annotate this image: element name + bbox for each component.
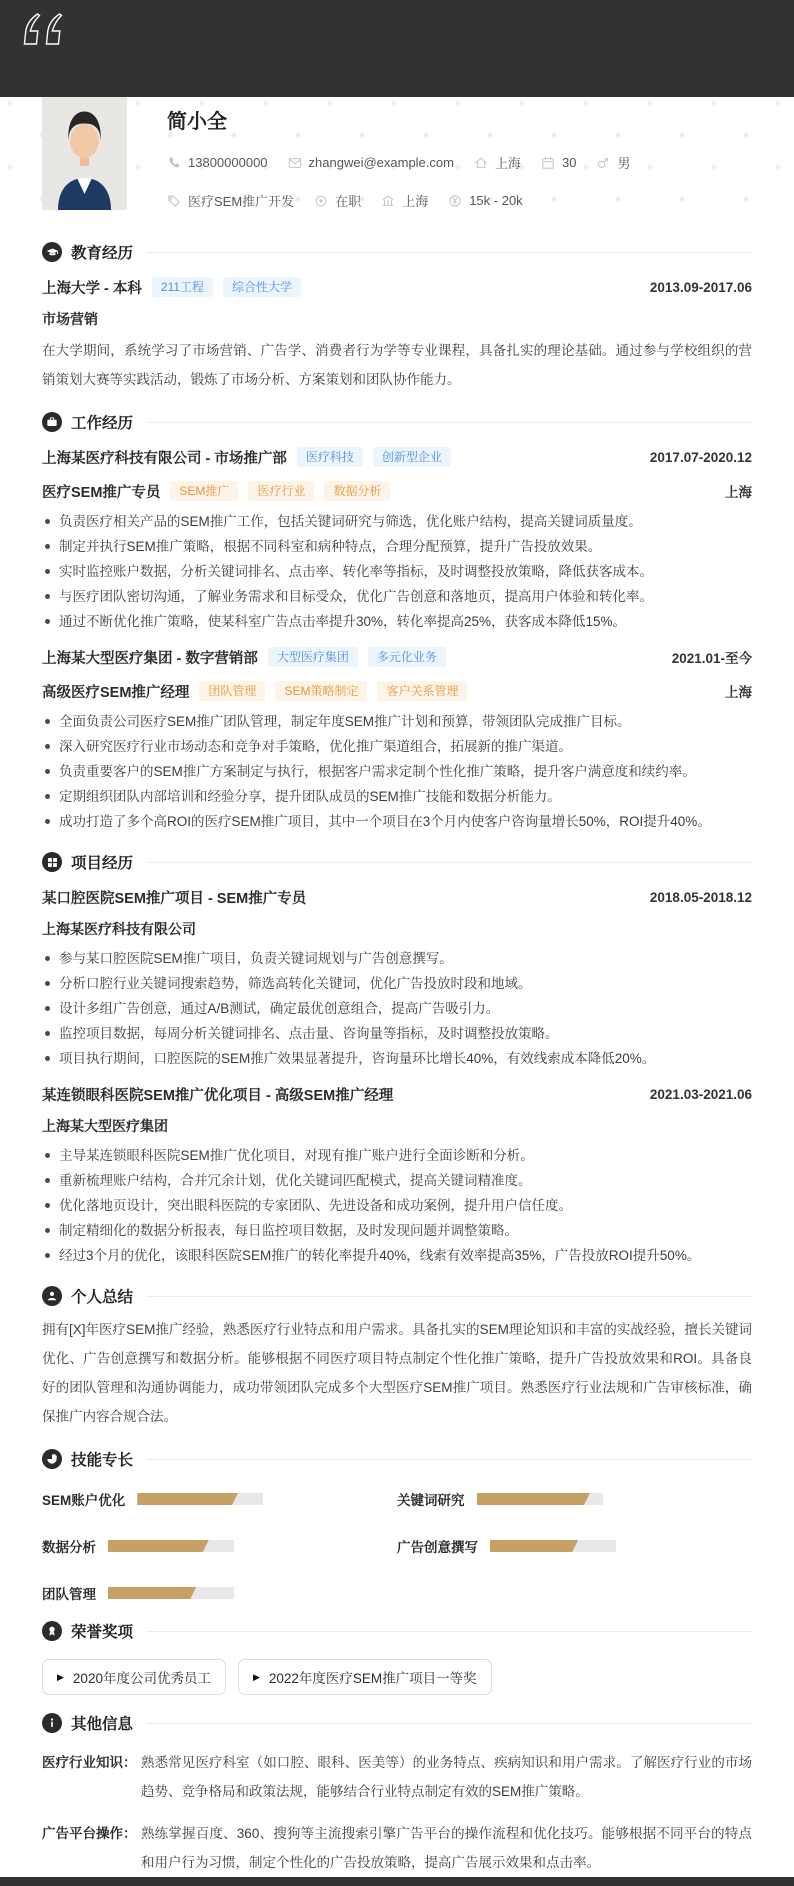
skill-bar-track [490, 1540, 616, 1552]
bullet-item: 重新梳理账户结构，合并冗余计划，优化关键词匹配模式，提高关键词精准度。 [42, 1168, 752, 1193]
bullet-item: 定期组织团队内部培训和经验分享，提升团队成员的SEM推广技能和数据分析能力。 [42, 784, 752, 809]
company-tag: 创新型企业 [373, 447, 451, 467]
skill-bar-track [108, 1540, 234, 1552]
skill-tag: 数据分析 [324, 481, 390, 501]
bullet-item: 项目执行期间，口腔医院的SEM推广效果显著提升，咨询量环比增长40%，有效线索成本降低20%。 [42, 1046, 752, 1071]
bullet-item: 负责医疗相关产品的SEM推广工作，包括关键词研究与筛选，优化账户结构，提高关键词质量度。 [42, 509, 752, 534]
other-info-row [42, 1748, 752, 1806]
section-title: 其他信息 [71, 1716, 134, 1733]
date-range: 2021.01-至今 [671, 651, 752, 666]
other-info-row [42, 1819, 752, 1877]
contact-text: 医疗SEM推广开发 [188, 194, 295, 209]
resume-content [0, 224, 794, 1877]
salary-icon [448, 194, 462, 208]
section-education [42, 240, 752, 394]
other-info-label: 广告平台操作： [42, 1826, 137, 1841]
profile-banner [0, 97, 794, 224]
contact-item [167, 191, 294, 210]
phone-icon [167, 156, 181, 170]
skill-bar-fill [108, 1587, 196, 1599]
section-header-education [42, 240, 752, 264]
bullet-item: 成功打造了多个高ROI的医疗SEM推广项目，其中一个项目在3个月内使客户咨询量增长50%，ROI提升40%。 [42, 809, 752, 834]
status-icon [314, 194, 328, 208]
quote-icon [22, 10, 68, 55]
bullet-item: 监控项目数据，每周分析关键词排名、点击量、咨询量等指标，及时调整投放策略。 [42, 1021, 752, 1046]
home-icon [474, 156, 488, 170]
contact-item [474, 153, 521, 172]
contact-item [448, 193, 522, 208]
contact-text: 上海 [402, 194, 429, 209]
contact-item [314, 191, 361, 210]
bullet-list [42, 509, 752, 634]
item-header-row [42, 276, 752, 298]
skill-tag: 客户关系管理 [377, 681, 467, 701]
section-divider [147, 1459, 752, 1460]
bullet-item: 参与某口腔医院SEM推广项目，负责关键词规划与广告创意撰写。 [42, 946, 752, 971]
contact-text: 15k - 20k [469, 193, 523, 208]
contact-text: 男 [617, 156, 631, 171]
company-tag: 211工程 [152, 277, 213, 297]
honor-label: 2022年度医疗SEM推广项目一等奖 [268, 1671, 477, 1686]
date-range: 2017.07-2020.12 [649, 449, 752, 465]
skill-label: SEM账户优化 [42, 1493, 126, 1508]
bullet-item: 主导某连锁眼科医院SEM推广优化项目，对现有推广账户进行全面诊断和分析。 [42, 1143, 752, 1168]
person-name: 简小全 [167, 111, 227, 133]
company-tag: 医疗科技 [297, 447, 363, 467]
contact-row-2 [167, 191, 650, 210]
bullet-item: 设计多组广告创意，通过A/B测试，确定最优创意组合，提高广告吸引力。 [42, 996, 752, 1021]
calendar-icon [541, 156, 555, 170]
section-divider [147, 252, 752, 253]
skill-bar-track [108, 1587, 234, 1599]
other-info-text: 熟练掌握百度、360、搜狗等主流搜索引擎广告平台的操作流程和优化技巧。能够根据不同平台的特点和用户行为习惯，制定个性化的广告投放策略，提高广告展示效果和点击率。 [141, 1826, 752, 1870]
contact-text: zhangwei@example.com [308, 155, 454, 170]
play-icon: ▶ [252, 1671, 260, 1682]
section-title: 荣誉奖项 [71, 1624, 134, 1641]
skill-label: 团队管理 [42, 1587, 96, 1602]
job-location: 上海 [725, 685, 752, 700]
major-name: 市场营销 [42, 311, 98, 327]
page-footer-bar [0, 1877, 794, 1886]
bullet-item: 制定并执行SEM推广策略，根据不同科室和病种特点，合理分配预算，提升广告投放效果。 [42, 534, 752, 559]
bullet-item: 优化落地页设计，突出眼科医院的专家团队、先进设备和成功案例，提升用户信任度。 [42, 1193, 752, 1218]
contact-text: 13800000000 [188, 155, 268, 170]
item-header-row [42, 886, 752, 908]
skill-bar-fill [137, 1493, 238, 1505]
honors-icon [42, 1621, 62, 1641]
contact-item [167, 155, 268, 170]
section-title: 技能专长 [71, 1452, 134, 1469]
section-header-summary [42, 1284, 752, 1308]
bullet-list [42, 946, 752, 1071]
education-icon [42, 242, 62, 262]
section-summary [42, 1284, 752, 1431]
bullet-list [42, 1143, 752, 1268]
section-header-honors [42, 1619, 752, 1643]
skill-tag: 团队管理 [199, 681, 265, 701]
section-divider [147, 422, 752, 423]
contact-row-1 [167, 153, 650, 172]
contact-item [381, 191, 428, 210]
contact-text: 在职 [335, 194, 362, 209]
section-header-projects [42, 850, 752, 874]
skill-bar-track [477, 1493, 603, 1505]
skill-bar-track [137, 1493, 263, 1505]
date-range: 2018.05-2018.12 [649, 889, 752, 905]
item-header-row [42, 680, 752, 702]
bullet-item: 分析口腔行业关键词搜索趋势，筛选高转化关键词，优化广告投放时段和地域。 [42, 971, 752, 996]
company-tag: 大型医疗集团 [268, 647, 358, 667]
section-divider [147, 1723, 752, 1724]
company-name: 上海某大型医疗集团 - 数字营销部 [42, 650, 258, 667]
bullet-item: 与医疗团队密切沟通，了解业务需求和目标受众，优化广告创意和落地页，提高用户体验和转化率。 [42, 584, 752, 609]
contact-item [541, 155, 576, 170]
bullet-list [42, 709, 752, 834]
section-divider [147, 1296, 752, 1297]
skill-row [397, 1536, 752, 1556]
project-name: 某口腔医院SEM推广项目 - SEM推广专员 [42, 890, 307, 907]
project-org: 上海某医疗科技有限公司 [42, 921, 196, 937]
honor-badge[interactable] [42, 1659, 226, 1695]
skill-tag: 医疗行业 [248, 481, 314, 501]
skill-label: 数据分析 [42, 1540, 96, 1555]
bullet-item: 经过3个月的优化，该眼科医院SEM推广的转化率提升40%，线索有效率提高35%，广告投放ROI提升50%。 [42, 1243, 752, 1268]
bullet-item: 全面负责公司医疗SEM推广团队管理，制定年度SEM推广计划和预算，带领团队完成推广目标。 [42, 709, 752, 734]
play-icon: ▶ [57, 1671, 64, 1682]
skill-bar-fill [108, 1540, 209, 1552]
honor-label: 2020年度公司优秀员工 [72, 1671, 211, 1686]
education-description: 在大学期间，系统学习了市场营销、广告学、消费者行为学等专业课程，具备扎实的理论基础。通过参与学校组织的营销策划大赛等实践活动，锻炼了市场分析、方案策划和团队协作能力。 [42, 343, 752, 387]
section-other [42, 1711, 752, 1877]
section-header-work [42, 410, 752, 434]
section-honors [42, 1619, 752, 1695]
item-header-row [42, 1083, 752, 1105]
item-header-row [42, 446, 752, 468]
skill-tag: SEM推广 [170, 481, 238, 501]
mail-icon [288, 156, 302, 170]
bullet-item: 通过不断优化推广策略，使某科室广告点击率提升30%，转化率提高25%，获客成本降低15%。 [42, 609, 752, 634]
skills-icon [42, 1449, 62, 1469]
date-range: 2021.03-2021.06 [649, 1086, 752, 1102]
bullet-item: 深入研究医疗行业市场动态和竞争对手策略，优化推广渠道组合，拓展新的推广渠道。 [42, 734, 752, 759]
section-title: 个人总结 [71, 1289, 134, 1306]
section-header-other [42, 1711, 752, 1735]
project-icon [42, 852, 62, 872]
section-title: 教育经历 [71, 245, 134, 262]
bullet-item: 负责重要客户的SEM推广方案制定与执行，根据客户需求定制个性化推广策略，提升客户满意度和续约率。 [42, 759, 752, 784]
section-divider [147, 1631, 752, 1632]
school-name: 上海大学 - 本科 [42, 280, 142, 297]
bullet-item: 实时监控账户数据，分析关键词排名、点击率、转化率等指标，及时调整投放策略，降低获客成本。 [42, 559, 752, 584]
section-projects [42, 850, 752, 1268]
job-title: 医疗SEM推广专员 [42, 484, 161, 501]
section-header-skills [42, 1447, 752, 1471]
contact-item [288, 155, 454, 170]
other-info-text: 熟悉常见医疗科室（如口腔、眼科、医美等）的业务特点、疾病知识和用户需求。了解医疗行业的市场趋势、竞争格局和政策法规，能够结合行业特点制定有效的SEM推广策略。 [141, 1755, 752, 1799]
item-header-row [42, 646, 752, 668]
bullet-item: 制定精细化的数据分析报表，每日监控项目数据，及时发现问题并调整策略。 [42, 1218, 752, 1243]
skill-row [42, 1489, 397, 1509]
job-title: 高级医疗SEM推广经理 [42, 684, 190, 701]
contact-text: 上海 [494, 156, 521, 171]
section-title: 项目经历 [71, 855, 134, 872]
section-skills [42, 1447, 752, 1603]
company-name: 上海某医疗科技有限公司 - 市场推广部 [42, 450, 287, 467]
date-range: 2013.09-2017.06 [649, 279, 752, 295]
skill-label: 广告创意撰写 [397, 1540, 478, 1555]
city-icon [381, 194, 395, 208]
avatar [42, 97, 127, 210]
other-info-label: 医疗行业知识： [42, 1755, 137, 1770]
project-org: 上海某大型医疗集团 [42, 1118, 168, 1134]
item-header-row [42, 480, 752, 502]
gender-icon [596, 156, 610, 170]
skill-row [42, 1536, 397, 1556]
contact-item [596, 153, 630, 172]
section-divider [147, 862, 752, 863]
summary-text: 拥有[X]年医疗SEM推广经验，熟悉医疗行业特点和用户需求。具备扎实的SEM理论知识和丰富的实战经验，擅长关键词优化、广告创意撰写和数据分析。能够根据不同医疗项目特点制定个性化推广策略，提升广告投放效果和ROI。具备良好的团队管理和沟通协调能力，成功带领团队完成多个大型医疗SEM推广项目。熟悉医疗行业法规和广告审核标准，确保推广内容合规合法。 [42, 1322, 752, 1424]
honor-badge[interactable] [238, 1659, 492, 1695]
skill-label: 关键词研究 [397, 1493, 465, 1508]
summary-icon [42, 1286, 62, 1306]
project-name: 某连锁眼科医院SEM推广优化项目 - 高级SEM推广经理 [42, 1087, 394, 1104]
company-tag: 多元化业务 [368, 647, 446, 667]
job-location: 上海 [725, 485, 752, 500]
section-work [42, 410, 752, 834]
company-tag: 综合性大学 [223, 277, 301, 297]
skill-tag: SEM策略制定 [275, 681, 367, 701]
position-icon [167, 194, 181, 208]
skill-bar-fill [477, 1493, 590, 1505]
section-title: 工作经历 [71, 415, 134, 432]
skill-bar-fill [490, 1540, 578, 1552]
page-header-bar [0, 0, 794, 97]
contact-text: 30 [561, 155, 577, 170]
skill-row [42, 1583, 397, 1603]
skill-row [397, 1489, 752, 1509]
other-icon [42, 1713, 62, 1733]
work-icon [42, 412, 62, 432]
